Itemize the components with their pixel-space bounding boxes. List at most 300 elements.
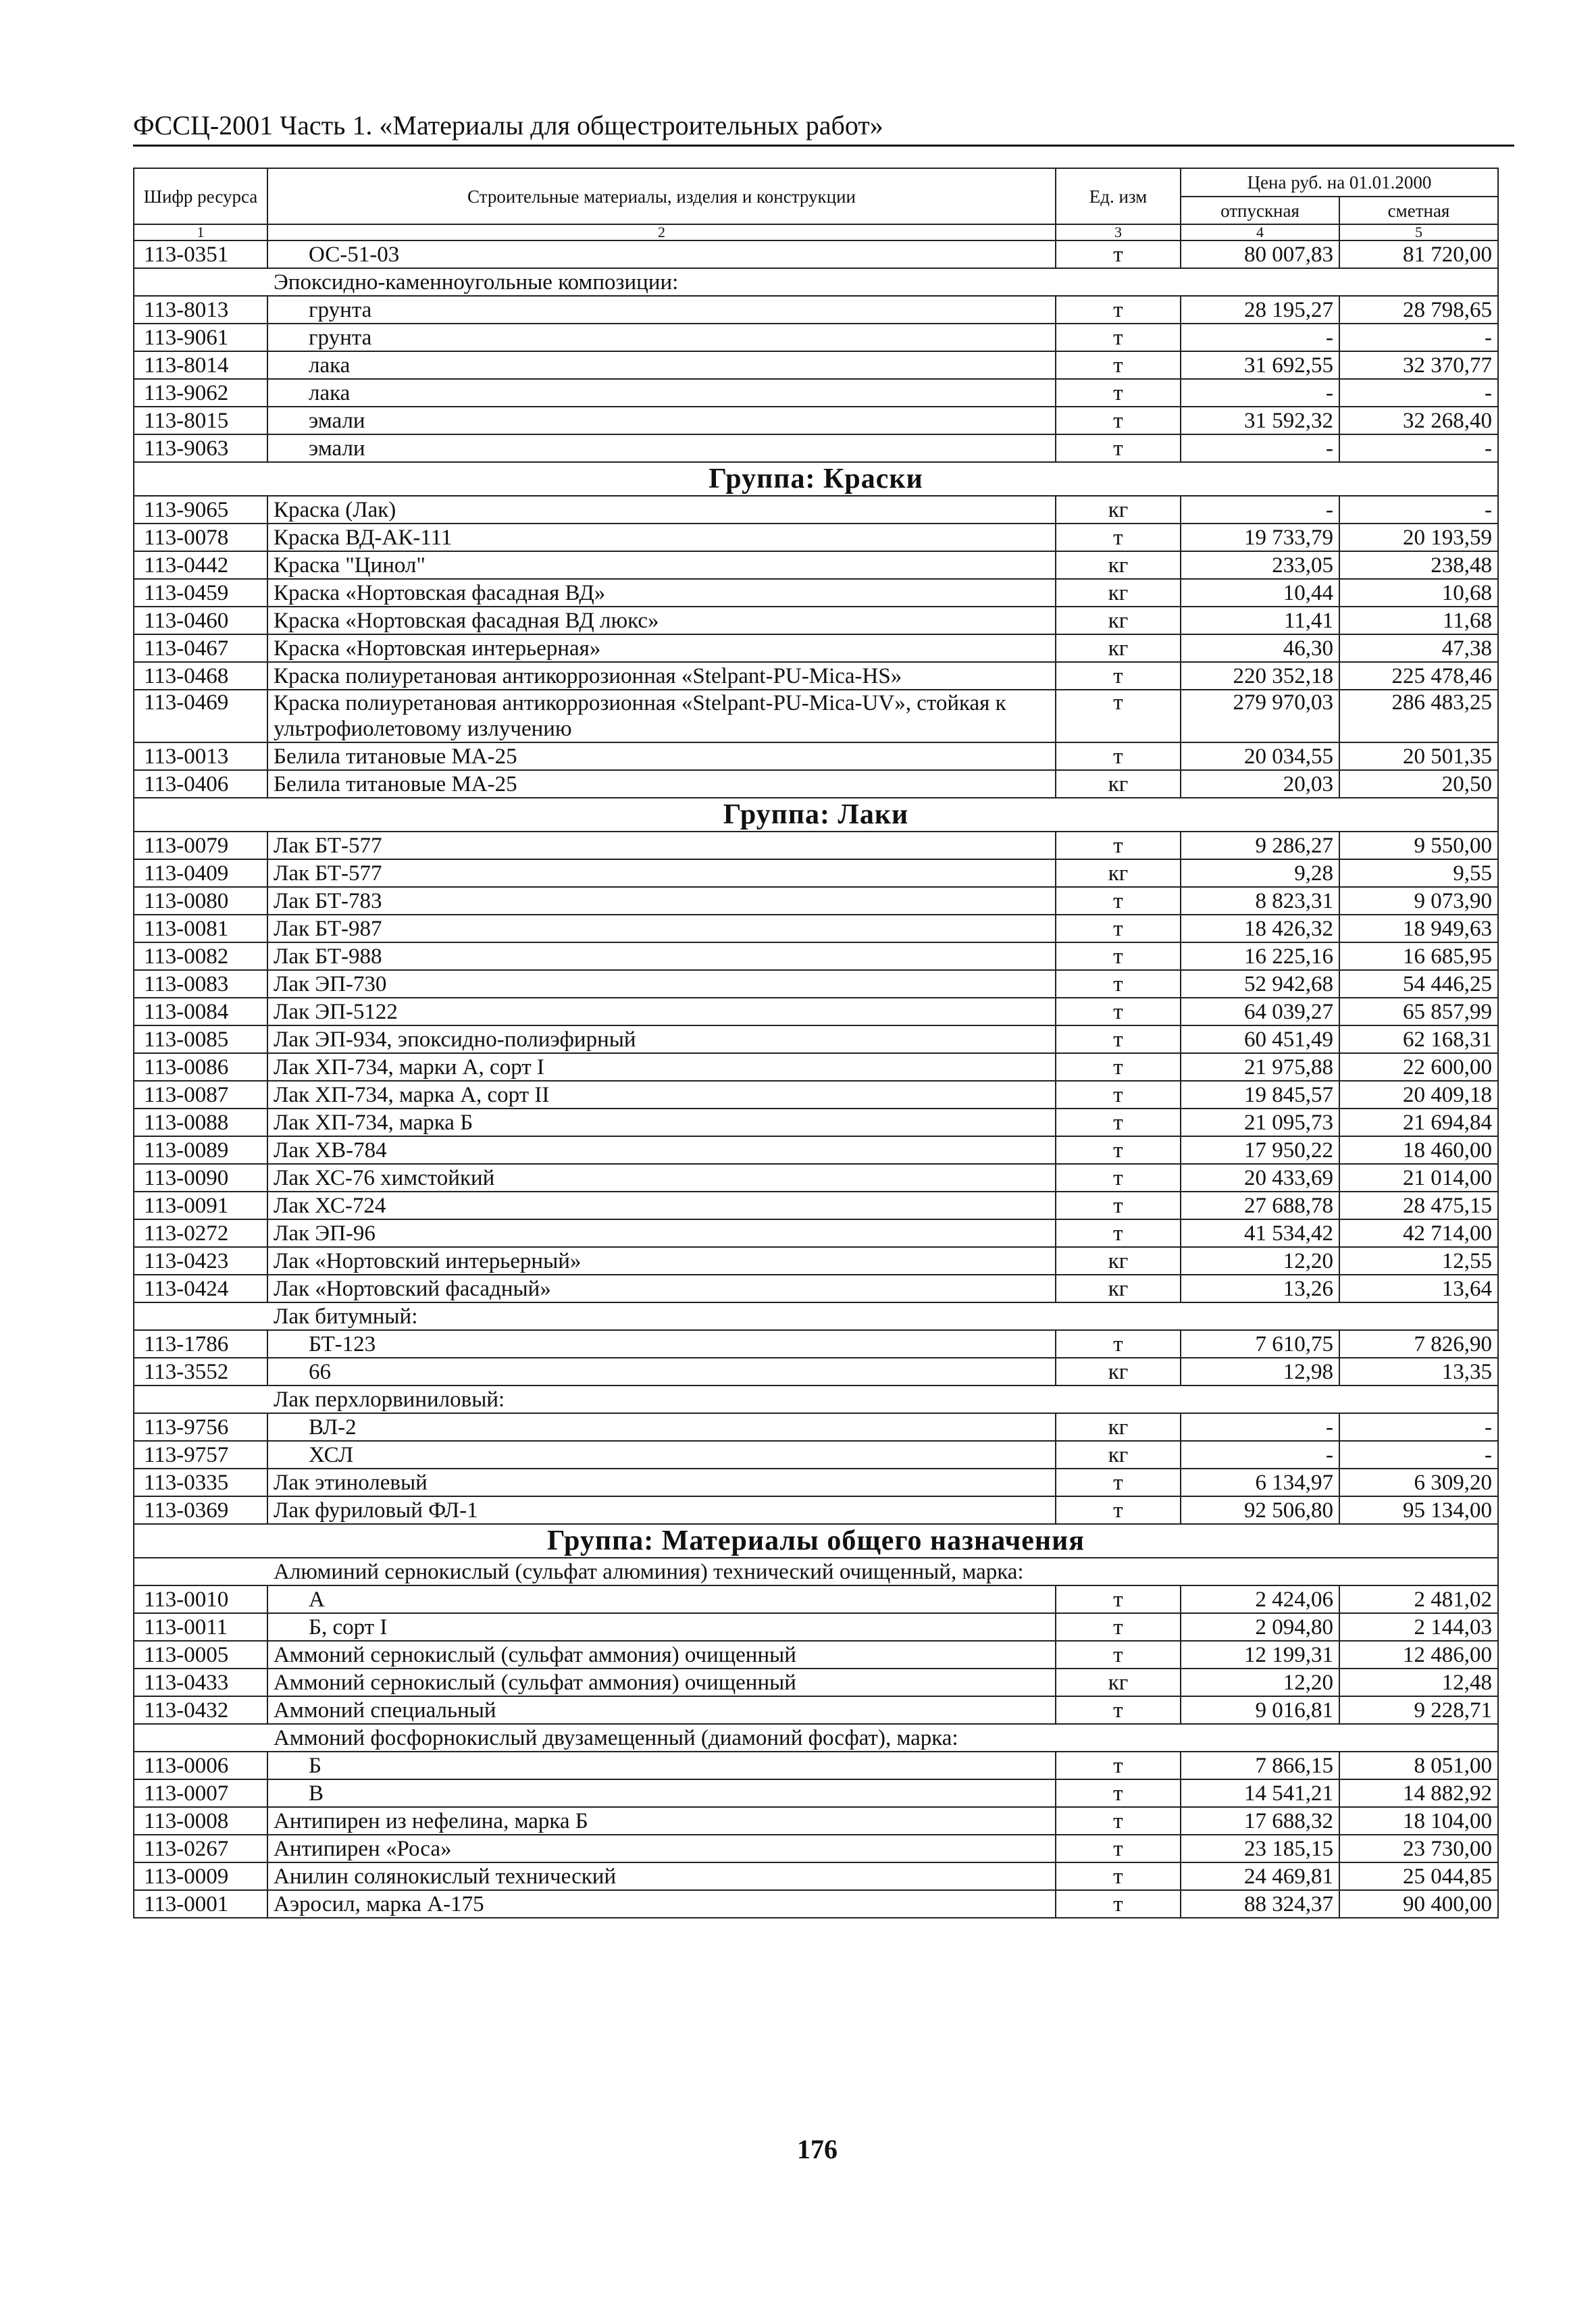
material-name: грунта [267,296,1056,324]
release-price: - [1181,1413,1339,1441]
estimate-price: 225 478,46 [1339,662,1498,690]
unit-of-measure: кг [1056,1275,1181,1302]
subheading-text: Эпоксидно-каменноугольные композиции: [134,268,1498,296]
resource-code: 113-9061 [134,324,267,351]
resource-code: 113-0272 [134,1219,267,1247]
material-name: ОС-51-03 [267,240,1056,268]
resource-code: 113-0080 [134,887,267,915]
table-row [134,1669,1498,1696]
resource-code: 113-0468 [134,662,267,690]
estimate-price: 9 550,00 [1339,832,1498,859]
release-price: - [1181,496,1339,524]
resource-code: 113-9757 [134,1441,267,1469]
unit-of-measure: т [1056,1641,1181,1669]
material-name: Аммоний сернокислый (сульфат аммония) очищенный [267,1669,1056,1696]
material-name: ХСЛ [267,1441,1056,1469]
release-price: 19 845,57 [1181,1081,1339,1109]
release-price: 31 692,55 [1181,351,1339,379]
resource-code: 113-0460 [134,607,267,634]
estimate-price: 28 798,65 [1339,296,1498,324]
estimate-price: 12,48 [1339,1669,1498,1696]
subheading-row [134,268,1498,296]
release-price: 20,03 [1181,770,1339,798]
resource-code: 113-0335 [134,1469,267,1496]
price-table [133,168,1499,1918]
unit-of-measure: т [1056,1585,1181,1613]
resource-code: 113-0090 [134,1164,267,1192]
release-price: 14 541,21 [1181,1779,1339,1807]
estimate-price: 20 501,35 [1339,742,1498,770]
material-name: Краска полиуретановая антикоррозионная «Stelpant-PU-Mica-UV», стойкая к ультрофиолетовому излучению [267,690,1056,742]
release-price: 19 733,79 [1181,524,1339,551]
unit-of-measure: т [1056,832,1181,859]
unit-of-measure: кг [1056,1441,1181,1469]
resource-code: 113-0084 [134,998,267,1025]
release-price: 41 534,42 [1181,1219,1339,1247]
resource-code: 113-0467 [134,634,267,662]
col-header-release: отпускная [1181,197,1339,224]
unit-of-measure: т [1056,1496,1181,1524]
estimate-price: 22 600,00 [1339,1053,1498,1081]
resource-code: 113-0010 [134,1585,267,1613]
estimate-price: 238,48 [1339,551,1498,579]
group-row [134,462,1498,496]
release-price: 20 433,69 [1181,1164,1339,1192]
estimate-price: 18 460,00 [1339,1136,1498,1164]
resource-code: 113-0406 [134,770,267,798]
estimate-price: 8 051,00 [1339,1752,1498,1779]
unit-of-measure: т [1056,915,1181,942]
unit-of-measure: т [1056,1025,1181,1053]
release-price: 2 424,06 [1181,1585,1339,1613]
unit-of-measure: т [1056,379,1181,407]
release-price: 17 950,22 [1181,1136,1339,1164]
unit-of-measure: кг [1056,551,1181,579]
table-row [134,1641,1498,1669]
resource-code: 113-0469 [134,690,267,742]
estimate-price: 12 486,00 [1339,1641,1498,1669]
material-name: Лак БТ-987 [267,915,1056,942]
unit-of-measure: т [1056,662,1181,690]
estimate-price: 20,50 [1339,770,1498,798]
col-header-code: Шифр ресурса [134,168,267,224]
estimate-price: 65 857,99 [1339,998,1498,1025]
unit-of-measure: т [1056,1696,1181,1724]
unit-of-measure: кг [1056,634,1181,662]
material-name: Лак БТ-783 [267,887,1056,915]
unit-of-measure: т [1056,1890,1181,1918]
resource-code: 113-0432 [134,1696,267,1724]
estimate-price: 10,68 [1339,579,1498,607]
unit-of-measure: т [1056,1752,1181,1779]
col-number-2: 2 [267,224,1056,240]
release-price: 12,98 [1181,1358,1339,1386]
release-price: 6 134,97 [1181,1469,1339,1496]
estimate-price: 47,38 [1339,634,1498,662]
material-name: Белила титановые МА-25 [267,742,1056,770]
table-row [134,970,1498,998]
release-price: 60 451,49 [1181,1025,1339,1053]
estimate-price: 9 228,71 [1339,1696,1498,1724]
material-name: Лак ЭП-5122 [267,998,1056,1025]
resource-code: 113-0005 [134,1641,267,1669]
unit-of-measure: кг [1056,579,1181,607]
table-row [134,1835,1498,1862]
unit-of-measure: т [1056,1192,1181,1219]
estimate-price: 286 483,25 [1339,690,1498,742]
col-header-estimate: сметная [1339,197,1498,224]
resource-code: 113-0008 [134,1807,267,1835]
resource-code: 113-0079 [134,832,267,859]
material-name: Лак фуриловый ФЛ-1 [267,1496,1056,1524]
material-name: Лак БТ-577 [267,859,1056,887]
estimate-price: 13,35 [1339,1358,1498,1386]
resource-code: 113-0442 [134,551,267,579]
table-row [134,1496,1498,1524]
table-row [134,324,1498,351]
table-row [134,407,1498,434]
col-header-name: Строительные материалы, изделия и конструкции [267,168,1056,224]
release-price: 31 592,32 [1181,407,1339,434]
estimate-price: 2 144,03 [1339,1613,1498,1641]
material-name: Краска ВД-АК-111 [267,524,1056,551]
estimate-price: 25 044,85 [1339,1862,1498,1890]
material-name: Лак «Нортовский интерьерный» [267,1247,1056,1275]
unit-of-measure: кг [1056,496,1181,524]
estimate-price: - [1339,496,1498,524]
release-price: 9 286,27 [1181,832,1339,859]
group-row [134,798,1498,832]
resource-code: 113-0009 [134,1862,267,1890]
material-name: Краска "Цинол" [267,551,1056,579]
table-row [134,742,1498,770]
material-name: Лак ЭП-96 [267,1219,1056,1247]
resource-code: 113-8013 [134,296,267,324]
unit-of-measure: т [1056,1779,1181,1807]
table-row [134,1696,1498,1724]
material-name: Антипирен «Роса» [267,1835,1056,1862]
estimate-price: 13,64 [1339,1275,1498,1302]
table-row [134,1025,1498,1053]
table-row [134,1275,1498,1302]
estimate-price: 21 694,84 [1339,1109,1498,1136]
unit-of-measure: т [1056,998,1181,1025]
material-name: А [267,1585,1056,1613]
unit-of-measure: кг [1056,1413,1181,1441]
material-name: Краска (Лак) [267,496,1056,524]
estimate-price: 32 370,77 [1339,351,1498,379]
material-name: Лак ХП-734, марки А, сорт I [267,1053,1056,1081]
unit-of-measure: кг [1056,1247,1181,1275]
table-row [134,1807,1498,1835]
resource-code: 113-0011 [134,1613,267,1641]
material-name: Лак ХВ-784 [267,1136,1056,1164]
unit-of-measure: т [1056,1613,1181,1641]
unit-of-measure: т [1056,407,1181,434]
resource-code: 113-0001 [134,1890,267,1918]
material-name: Краска «Нортовская фасадная ВД» [267,579,1056,607]
unit-of-measure: т [1056,1330,1181,1358]
table-row [134,942,1498,970]
table-row [134,1413,1498,1441]
unit-of-measure: т [1056,240,1181,268]
col-number-3: 3 [1056,224,1181,240]
table-row [134,1247,1498,1275]
resource-code: 113-9062 [134,379,267,407]
estimate-price: - [1339,434,1498,462]
estimate-price: 9,55 [1339,859,1498,887]
resource-code: 113-0424 [134,1275,267,1302]
release-price: - [1181,434,1339,462]
unit-of-measure: т [1056,1862,1181,1890]
estimate-price: 16 685,95 [1339,942,1498,970]
resource-code: 113-0423 [134,1247,267,1275]
table-row [134,634,1498,662]
estimate-price: 11,68 [1339,607,1498,634]
resource-code: 113-8014 [134,351,267,379]
table-row [134,1330,1498,1358]
release-price: 17 688,32 [1181,1807,1339,1835]
unit-of-measure: т [1056,524,1181,551]
estimate-price: 28 475,15 [1339,1192,1498,1219]
estimate-price: 90 400,00 [1339,1890,1498,1918]
table-row [134,1192,1498,1219]
resource-code: 113-1786 [134,1330,267,1358]
resource-code: 113-0006 [134,1752,267,1779]
table-row [134,1779,1498,1807]
resource-code: 113-8015 [134,407,267,434]
estimate-price: - [1339,324,1498,351]
subheading-text: Лак перхлорвиниловый: [134,1386,1498,1413]
estimate-price: 20 409,18 [1339,1081,1498,1109]
table-row [134,379,1498,407]
table-row [134,832,1498,859]
estimate-price: 14 882,92 [1339,1779,1498,1807]
unit-of-measure: т [1056,1835,1181,1862]
release-price: 12,20 [1181,1669,1339,1696]
resource-code: 113-0082 [134,942,267,970]
release-price: 220 352,18 [1181,662,1339,690]
release-price: 9,28 [1181,859,1339,887]
estimate-price: 7 826,90 [1339,1330,1498,1358]
table-row [134,1219,1498,1247]
resource-code: 113-0091 [134,1192,267,1219]
table-row [134,1358,1498,1386]
table-row [134,1441,1498,1469]
table-row [134,690,1498,742]
material-name: грунта [267,324,1056,351]
col-number-5: 5 [1339,224,1498,240]
unit-of-measure: кг [1056,1358,1181,1386]
material-name: Белила титановые МА-25 [267,770,1056,798]
release-price: - [1181,1441,1339,1469]
estimate-price: - [1339,1413,1498,1441]
page-number: 176 [797,2134,838,2164]
material-name: Лак ХП-734, марка А, сорт II [267,1081,1056,1109]
unit-of-measure: т [1056,942,1181,970]
resource-code: 113-0409 [134,859,267,887]
estimate-price: 42 714,00 [1339,1219,1498,1247]
unit-of-measure: т [1056,434,1181,462]
table-row [134,496,1498,524]
table-row [134,1469,1498,1496]
release-price: 80 007,83 [1181,240,1339,268]
group-title: Группа: Краски [134,462,1498,496]
group-title: Группа: Лаки [134,798,1498,832]
table-row [134,607,1498,634]
unit-of-measure: т [1056,296,1181,324]
material-name: Лак ЭП-730 [267,970,1056,998]
resource-code: 113-0089 [134,1136,267,1164]
resource-code: 113-9063 [134,434,267,462]
release-price: 279 970,03 [1181,690,1339,742]
estimate-price: 18 949,63 [1339,915,1498,942]
table-row [134,915,1498,942]
table-row [134,296,1498,324]
estimate-price: 54 446,25 [1339,970,1498,998]
release-price: - [1181,379,1339,407]
material-name: Б, сорт I [267,1613,1056,1641]
resource-code: 113-3552 [134,1358,267,1386]
unit-of-measure: т [1056,1081,1181,1109]
release-price: 7 866,15 [1181,1752,1339,1779]
release-price: 18 426,32 [1181,915,1339,942]
material-name: Лак БТ-577 [267,832,1056,859]
resource-code: 113-9065 [134,496,267,524]
release-price: 92 506,80 [1181,1496,1339,1524]
release-price: 9 016,81 [1181,1696,1339,1724]
resource-code: 113-9756 [134,1413,267,1441]
release-price: 2 094,80 [1181,1613,1339,1641]
unit-of-measure: кг [1056,607,1181,634]
material-name: Аэросил, марка А-175 [267,1890,1056,1918]
release-price: 8 823,31 [1181,887,1339,915]
material-name: Аммоний сернокислый (сульфат аммония) очищенный [267,1641,1056,1669]
table-body [134,240,1498,1918]
estimate-price: 81 720,00 [1339,240,1498,268]
material-name: Краска «Нортовская фасадная ВД люкс» [267,607,1056,634]
subheading-row [134,1558,1498,1585]
resource-code: 113-0081 [134,915,267,942]
resource-code: 113-0013 [134,742,267,770]
unit-of-measure: т [1056,1219,1181,1247]
estimate-price: 32 268,40 [1339,407,1498,434]
table-row [134,1585,1498,1613]
release-price: 233,05 [1181,551,1339,579]
material-name: В [267,1779,1056,1807]
release-price: 23 185,15 [1181,1835,1339,1862]
table-row [134,1890,1498,1918]
table-row [134,859,1498,887]
estimate-price: 2 481,02 [1339,1585,1498,1613]
resource-code: 113-0087 [134,1081,267,1109]
material-name: Краска полиуретановая антикоррозионная «Stelpant-PU-Mica-HS» [267,662,1056,690]
material-name: ВЛ-2 [267,1413,1056,1441]
unit-of-measure: т [1056,1053,1181,1081]
material-name: Лак «Нортовский фасадный» [267,1275,1056,1302]
table-row [134,524,1498,551]
material-name: Антипирен из нефелина, марка Б [267,1807,1056,1835]
estimate-price: - [1339,379,1498,407]
release-price: 24 469,81 [1181,1862,1339,1890]
material-name: БТ-123 [267,1330,1056,1358]
unit-of-measure: т [1056,1164,1181,1192]
release-price: 10,44 [1181,579,1339,607]
material-name: эмали [267,407,1056,434]
subheading-row [134,1386,1498,1413]
table-row [134,579,1498,607]
table-row [134,1109,1498,1136]
release-price: 13,26 [1181,1275,1339,1302]
unit-of-measure: т [1056,1136,1181,1164]
material-name: Лак ХП-734, марка Б [267,1109,1056,1136]
estimate-price: 18 104,00 [1339,1807,1498,1835]
estimate-price: 9 073,90 [1339,887,1498,915]
subheading-row [134,1724,1498,1752]
resource-code: 113-0351 [134,240,267,268]
unit-of-measure: кг [1056,770,1181,798]
table-row [134,1752,1498,1779]
material-name: Лак БТ-988 [267,942,1056,970]
table-row [134,1081,1498,1109]
unit-of-measure: т [1056,970,1181,998]
release-price: - [1181,324,1339,351]
resource-code: 113-0078 [134,524,267,551]
table-row [134,551,1498,579]
resource-code: 113-0085 [134,1025,267,1053]
release-price: 11,41 [1181,607,1339,634]
group-title: Группа: Материалы общего назначения [134,1524,1498,1558]
estimate-price: - [1339,1441,1498,1469]
release-price: 21 095,73 [1181,1109,1339,1136]
subheading-text: Лак битумный: [134,1302,1498,1330]
resource-code: 113-0433 [134,1669,267,1696]
table-row [134,1053,1498,1081]
unit-of-measure: т [1056,324,1181,351]
subheading-text: Аммоний фосфорнокислый двузамещенный (диамоний фосфат), марка: [134,1724,1498,1752]
table-row [134,434,1498,462]
release-price: 21 975,88 [1181,1053,1339,1081]
col-number-4: 4 [1181,224,1339,240]
table-row [134,1136,1498,1164]
subheading-row [134,1302,1498,1330]
estimate-price: 20 193,59 [1339,524,1498,551]
table-row [134,1164,1498,1192]
resource-code: 113-0007 [134,1779,267,1807]
unit-of-measure: т [1056,742,1181,770]
table-row [134,887,1498,915]
estimate-price: 21 014,00 [1339,1164,1498,1192]
col-header-unit: Ед. изм [1056,168,1181,224]
material-name: Лак ХС-76 химстойкий [267,1164,1056,1192]
table-row [134,351,1498,379]
table-row [134,1613,1498,1641]
estimate-price: 12,55 [1339,1247,1498,1275]
table-row [134,1862,1498,1890]
estimate-price: 6 309,20 [1339,1469,1498,1496]
table-row [134,662,1498,690]
unit-of-measure: т [1056,351,1181,379]
material-name: Краска «Нортовская интерьерная» [267,634,1056,662]
table-row [134,240,1498,268]
resource-code: 113-0086 [134,1053,267,1081]
material-name: Анилин солянокислый технический [267,1862,1056,1890]
resource-code: 113-0369 [134,1496,267,1524]
col-number-1: 1 [134,224,267,240]
resource-code: 113-0083 [134,970,267,998]
resource-code: 113-0088 [134,1109,267,1136]
material-name: 66 [267,1358,1056,1386]
